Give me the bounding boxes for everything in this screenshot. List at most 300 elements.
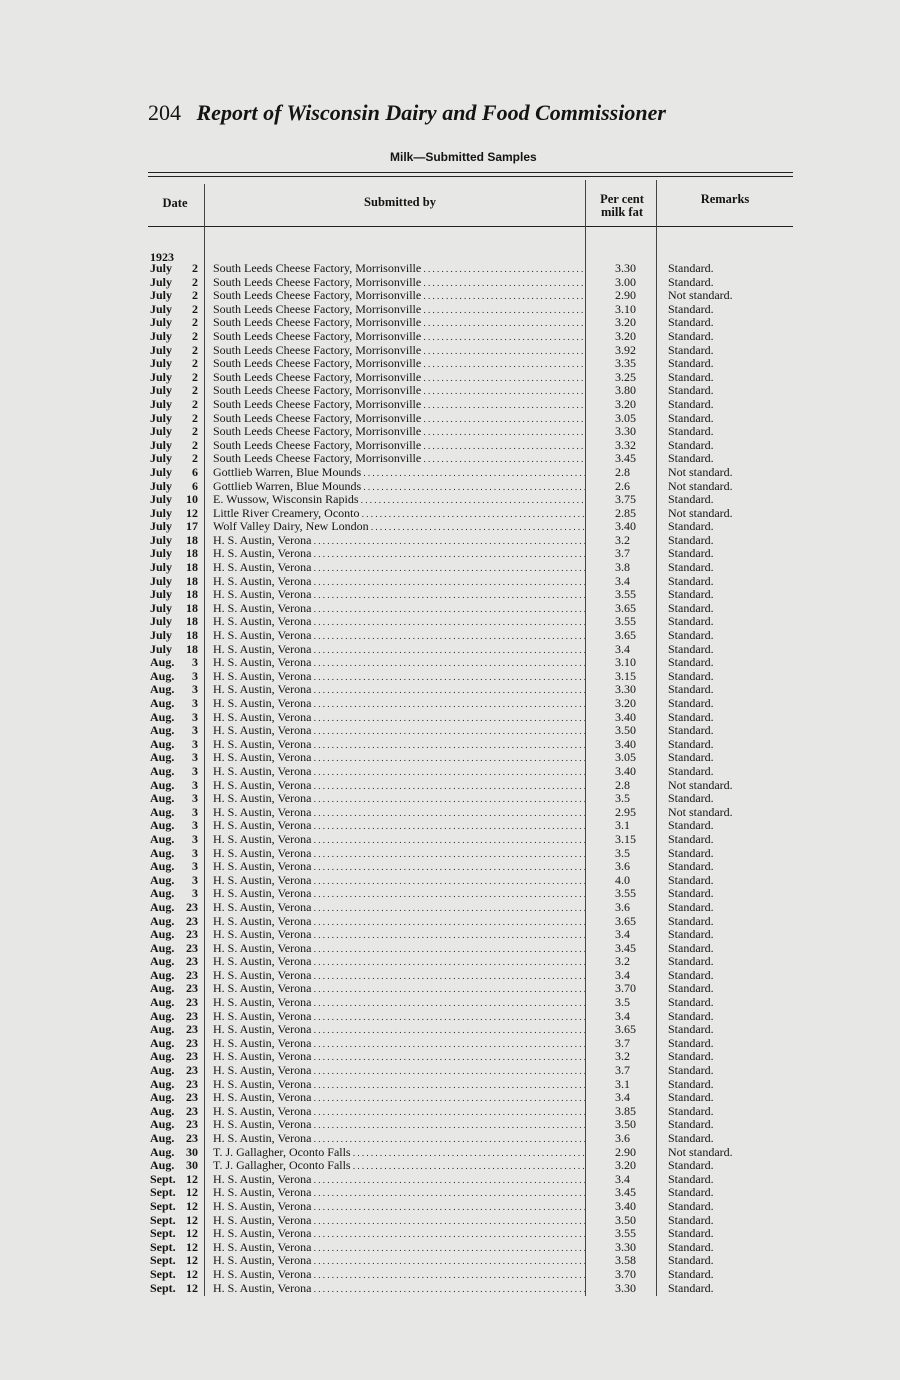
milk-fat-percent: 3.55: [615, 886, 636, 901]
date-month: July: [150, 437, 173, 452]
date-day: 2: [192, 315, 198, 330]
milk-fat-percent: 3.30: [615, 682, 636, 697]
remarks: Standard.: [668, 519, 714, 534]
date-day: 2: [192, 328, 198, 343]
date-day: 2: [192, 424, 198, 439]
submitted-by: H. S. Austin, Verona . . .: [213, 1227, 585, 1242]
remarks: Standard.: [668, 383, 714, 398]
table-row: [0, 439, 900, 453]
remarks: Standard.: [668, 396, 714, 411]
date-month: Aug.: [150, 845, 175, 860]
date-day: 23: [186, 1022, 198, 1037]
date-month: Aug.: [150, 818, 175, 833]
date-month: July: [150, 519, 173, 534]
column-header-date: Date: [162, 196, 188, 210]
milk-fat-percent: 3.65: [615, 600, 636, 615]
submitted-by: H. S. Austin, Verona . . .: [213, 683, 585, 698]
submitted-by: H. S. Austin, Verona . . .: [213, 915, 585, 930]
remarks: Standard.: [668, 791, 714, 806]
submitted-by: H. S. Austin, Verona . . .: [213, 1037, 585, 1052]
submitted-by: South Leeds Cheese Factory, Morrisonville . . .: [213, 303, 585, 318]
table-row: [0, 738, 900, 752]
table-row: [0, 1037, 900, 1051]
table-row: [0, 1241, 900, 1255]
table-row: [0, 344, 900, 358]
remarks: Standard.: [668, 655, 714, 670]
table-row: [0, 398, 900, 412]
date-day: 3: [192, 655, 198, 670]
submitted-by: South Leeds Cheese Factory, Morrisonville . . .: [213, 398, 585, 413]
milk-fat-percent: 3.70: [615, 1266, 636, 1281]
submitted-by: Wolf Valley Dairy, New London . . .: [213, 520, 585, 535]
header-bottom-rule: [148, 226, 793, 227]
milk-fat-percent: 3.7: [615, 1063, 630, 1078]
date-month: July: [150, 274, 173, 289]
table-row: [0, 1282, 900, 1296]
submitted-by: H. S. Austin, Verona . . .: [213, 779, 585, 794]
date-day: 2: [192, 261, 198, 275]
milk-fat-percent: 3.65: [615, 628, 636, 643]
date-month: July: [150, 600, 173, 615]
date-month: Sept.: [150, 1185, 176, 1200]
remarks: Standard.: [668, 709, 714, 724]
remarks: Standard.: [668, 492, 714, 507]
date-month: July: [150, 288, 173, 303]
date-day: 2: [192, 437, 198, 452]
table-row: [0, 1200, 900, 1214]
date-day: 2: [192, 451, 198, 466]
table-row: [0, 520, 900, 534]
milk-fat-percent: 3.20: [615, 315, 636, 330]
milk-fat-percent: 3.6: [615, 1131, 630, 1145]
milk-fat-percent: 3.4: [615, 927, 630, 942]
table-row: [0, 330, 900, 344]
table-row: [0, 507, 900, 521]
table-row: [0, 303, 900, 317]
submitted-by: H. S. Austin, Verona . . .: [213, 643, 585, 658]
date-month: July: [150, 342, 173, 357]
milk-fat-percent: 3.15: [615, 831, 636, 846]
date-month: July: [150, 560, 173, 575]
submitted-by: T. J. Gallagher, Oconto Falls . . .: [213, 1146, 585, 1161]
milk-fat-percent: 3.2: [615, 532, 630, 547]
milk-fat-percent: 3.20: [615, 328, 636, 343]
date-month: Aug.: [150, 1022, 175, 1037]
date-month: July: [150, 315, 173, 330]
submitted-by: H. S. Austin, Verona . . .: [213, 561, 585, 576]
column-header-remarks: Remarks: [700, 192, 750, 206]
date-month: Aug.: [150, 777, 175, 792]
remarks: Standard.: [668, 1171, 714, 1186]
remarks: Not standard.: [668, 777, 733, 792]
date-month: Aug.: [150, 1076, 175, 1091]
remarks: Standard.: [668, 886, 714, 901]
date-month: July: [150, 383, 173, 398]
table-row: [0, 547, 900, 561]
date-day: 23: [186, 1103, 198, 1118]
column-header-milk-fat: Per cent milk fat: [600, 192, 644, 219]
submitted-by: H. S. Austin, Verona . . .: [213, 1050, 585, 1065]
milk-fat-percent: 3.30: [615, 1239, 636, 1254]
submitted-by: H. S. Austin, Verona . . .: [213, 860, 585, 875]
date-day: 23: [186, 1090, 198, 1105]
date-day: 17: [186, 519, 198, 534]
submitted-by: South Leeds Cheese Factory, Morrisonville . . .: [213, 330, 585, 345]
remarks: Standard.: [668, 1076, 714, 1091]
milk-fat-percent: 3.80: [615, 383, 636, 398]
submitted-by: H. S. Austin, Verona . . .: [213, 1105, 585, 1120]
milk-fat-percent: 3.50: [615, 723, 636, 738]
table-row: [0, 1254, 900, 1268]
submitted-by: H. S. Austin, Verona . . .: [213, 874, 585, 889]
date-day: 12: [186, 1198, 198, 1213]
submitted-by: H. S. Austin, Verona . . .: [213, 738, 585, 753]
milk-fat-percent: 3.50: [615, 1117, 636, 1132]
date-month: Sept.: [150, 1212, 176, 1227]
column-header-submitted-by: Submitted by: [364, 195, 436, 209]
remarks: Standard.: [668, 628, 714, 643]
submitted-by: H. S. Austin, Verona . . .: [213, 982, 585, 997]
date-month: Aug.: [150, 1063, 175, 1078]
date-day: 3: [192, 804, 198, 819]
table-row: [0, 289, 900, 303]
table-row: [0, 765, 900, 779]
date-month: Aug.: [150, 1144, 175, 1159]
date-month: July: [150, 356, 173, 371]
date-day: 3: [192, 682, 198, 697]
table-row: [0, 982, 900, 996]
date-day: 3: [192, 859, 198, 874]
table-row: [0, 1105, 900, 1119]
milk-fat-percent: 3.2: [615, 954, 630, 969]
submitted-by: H. S. Austin, Verona . . .: [213, 602, 585, 617]
date-day: 12: [186, 1185, 198, 1200]
remarks: Standard.: [668, 1103, 714, 1118]
date-day: 3: [192, 872, 198, 887]
date-month: Sept.: [150, 1239, 176, 1254]
milk-fat-percent: 3.40: [615, 1198, 636, 1213]
date-month: Aug.: [150, 668, 175, 683]
table-row: [0, 534, 900, 548]
remarks: Standard.: [668, 818, 714, 833]
milk-fat-percent: 3.35: [615, 356, 636, 371]
date-month: Sept.: [150, 1266, 176, 1281]
table-row: [0, 1064, 900, 1078]
date-day: 18: [186, 614, 198, 629]
remarks: Standard.: [668, 560, 714, 575]
table-row: [0, 276, 900, 290]
date-day: 3: [192, 818, 198, 833]
table-row: [0, 860, 900, 874]
remarks: Standard.: [668, 451, 714, 466]
date-month: Aug.: [150, 886, 175, 901]
remarks: Standard.: [668, 1253, 714, 1268]
milk-fat-percent: 3.50: [615, 1212, 636, 1227]
submitted-by: H. S. Austin, Verona . . .: [213, 711, 585, 726]
remarks: Standard.: [668, 1226, 714, 1241]
date-day: 23: [186, 967, 198, 982]
milk-fat-percent: 3.55: [615, 614, 636, 629]
date-month: Sept.: [150, 1226, 176, 1241]
date-month: July: [150, 261, 173, 275]
submitted-by: H. S. Austin, Verona . . .: [213, 697, 585, 712]
remarks: Standard.: [668, 1239, 714, 1254]
remarks: Standard.: [668, 927, 714, 942]
remarks: Standard.: [668, 995, 714, 1010]
date-day: 3: [192, 709, 198, 724]
date-month: Aug.: [150, 981, 175, 996]
date-month: July: [150, 410, 173, 425]
date-month: Aug.: [150, 899, 175, 914]
table-row: [0, 643, 900, 657]
remarks: Standard.: [668, 1131, 714, 1145]
table-row: [0, 1214, 900, 1228]
table-row: [0, 1078, 900, 1092]
milk-fat-percent: 3.20: [615, 1158, 636, 1173]
milk-fat-percent: 3.15: [615, 668, 636, 683]
remarks: Standard.: [668, 410, 714, 425]
table-top-rule: [148, 172, 793, 173]
date-day: 23: [186, 981, 198, 996]
date-day: 3: [192, 777, 198, 792]
submitted-by: H. S. Austin, Verona . . .: [213, 1118, 585, 1133]
remarks: Standard.: [668, 750, 714, 765]
submitted-by: H. S. Austin, Verona . . .: [213, 1186, 585, 1201]
milk-fat-percent: 3.4: [615, 967, 630, 982]
remarks: Standard.: [668, 967, 714, 982]
remarks: Standard.: [668, 614, 714, 629]
table-row: [0, 1010, 900, 1024]
table-row: [0, 262, 900, 276]
remarks: Not standard.: [668, 804, 733, 819]
date-month: Sept.: [150, 1171, 176, 1186]
submitted-by: H. S. Austin, Verona . . .: [213, 765, 585, 780]
date-day: 3: [192, 791, 198, 806]
table-row: [0, 1227, 900, 1241]
submitted-by: H. S. Austin, Verona . . .: [213, 724, 585, 739]
remarks: Standard.: [668, 261, 714, 275]
milk-fat-percent: 3.05: [615, 410, 636, 425]
date-day: 6: [192, 478, 198, 493]
milk-fat-percent: 3.00: [615, 274, 636, 289]
date-month: July: [150, 532, 173, 547]
remarks: Standard.: [668, 1198, 714, 1213]
remarks: Standard.: [668, 356, 714, 371]
remarks: Standard.: [668, 546, 714, 561]
date-month: July: [150, 396, 173, 411]
date-month: Aug.: [150, 1131, 175, 1145]
milk-fat-percent: 3.30: [615, 1280, 636, 1295]
milk-fat-percent: 3.5: [615, 845, 630, 860]
milk-fat-percent: 2.8: [615, 464, 630, 479]
milk-fat-percent: 3.2: [615, 1049, 630, 1064]
date-day: 12: [186, 1212, 198, 1227]
table-row: [0, 602, 900, 616]
table-row: [0, 452, 900, 466]
remarks: Standard.: [668, 1158, 714, 1173]
submitted-by: H. S. Austin, Verona . . .: [213, 1091, 585, 1106]
submitted-by: H. S. Austin, Verona . . .: [213, 969, 585, 984]
date-month: Aug.: [150, 709, 175, 724]
remarks: Standard.: [668, 872, 714, 887]
submitted-by: South Leeds Cheese Factory, Morrisonville . . .: [213, 412, 585, 427]
date-month: Aug.: [150, 1035, 175, 1050]
table-row: [0, 561, 900, 575]
submitted-by: H. S. Austin, Verona . . .: [213, 887, 585, 902]
date-month: Aug.: [150, 750, 175, 765]
submitted-by: South Leeds Cheese Factory, Morrisonville . . .: [213, 316, 585, 331]
date-month: Aug.: [150, 927, 175, 942]
table-row: [0, 466, 900, 480]
table-row: [0, 480, 900, 494]
table-row: [0, 969, 900, 983]
date-day: 3: [192, 845, 198, 860]
table-row: [0, 915, 900, 929]
date-day: 18: [186, 560, 198, 575]
remarks: Standard.: [668, 1090, 714, 1105]
milk-fat-percent: 3.32: [615, 437, 636, 452]
table-row: [0, 751, 900, 765]
remarks: Standard.: [668, 696, 714, 710]
submitted-by: H. S. Austin, Verona . . .: [213, 955, 585, 970]
date-day: 23: [186, 927, 198, 942]
remarks: Not standard.: [668, 1144, 733, 1159]
milk-fat-percent: 3.1: [615, 1076, 630, 1091]
submitted-by: South Leeds Cheese Factory, Morrisonville . . .: [213, 371, 585, 386]
submitted-by: H. S. Austin, Verona . . .: [213, 806, 585, 821]
date-month: July: [150, 587, 173, 602]
date-day: 3: [192, 763, 198, 778]
remarks: Standard.: [668, 573, 714, 588]
date-month: Aug.: [150, 995, 175, 1010]
date-month: July: [150, 478, 173, 493]
milk-fat-percent: 3.05: [615, 750, 636, 765]
date-day: 18: [186, 641, 198, 656]
table-row: [0, 806, 900, 820]
date-month: July: [150, 614, 173, 629]
milk-fat-percent: 3.65: [615, 913, 636, 928]
date-day: 12: [186, 505, 198, 520]
date-month: Aug.: [150, 913, 175, 928]
table-row: [0, 425, 900, 439]
date-month: Aug.: [150, 696, 175, 710]
milk-fat-percent: 3.4: [615, 1171, 630, 1186]
submitted-by: H. S. Austin, Verona . . .: [213, 1282, 585, 1297]
year-label: 1923: [150, 250, 174, 264]
milk-fat-percent: 3.6: [615, 899, 630, 914]
remarks: Standard.: [668, 1008, 714, 1023]
page-header: [148, 100, 748, 126]
submitted-by: H. S. Austin, Verona . . .: [213, 629, 585, 644]
date-day: 2: [192, 410, 198, 425]
date-day: 18: [186, 532, 198, 547]
date-month: Aug.: [150, 1049, 175, 1064]
date-day: 2: [192, 396, 198, 411]
milk-fat-percent: 3.4: [615, 1090, 630, 1105]
date-month: Aug.: [150, 736, 175, 751]
table-row: [0, 412, 900, 426]
milk-fat-percent: 3.10: [615, 655, 636, 670]
remarks: Not standard.: [668, 464, 733, 479]
date-month: Aug.: [150, 1158, 175, 1173]
remarks: Standard.: [668, 1022, 714, 1037]
remarks: Standard.: [668, 532, 714, 547]
table-row: [0, 357, 900, 371]
table-row: [0, 833, 900, 847]
table-row: [0, 697, 900, 711]
submitted-by: South Leeds Cheese Factory, Morrisonville . . .: [213, 384, 585, 399]
date-day: 23: [186, 1049, 198, 1064]
submitted-by: Gottlieb Warren, Blue Mounds . . .: [213, 466, 585, 481]
date-month: Aug.: [150, 954, 175, 969]
date-day: 12: [186, 1280, 198, 1295]
remarks: Standard.: [668, 274, 714, 289]
date-month: July: [150, 492, 173, 507]
date-day: 3: [192, 750, 198, 765]
date-day: 18: [186, 546, 198, 561]
date-month: Aug.: [150, 1103, 175, 1118]
date-month: Aug.: [150, 763, 175, 778]
submitted-by: H. S. Austin, Verona . . .: [213, 1200, 585, 1215]
date-day: 2: [192, 274, 198, 289]
milk-fat-percent: 3.85: [615, 1103, 636, 1118]
milk-fat-percent: 3.45: [615, 451, 636, 466]
date-day: 23: [186, 1131, 198, 1145]
submitted-by: South Leeds Cheese Factory, Morrisonville . . .: [213, 276, 585, 291]
table-row: [0, 656, 900, 670]
date-day: 3: [192, 736, 198, 751]
table-row: [0, 575, 900, 589]
date-day: 3: [192, 886, 198, 901]
date-month: Sept.: [150, 1280, 176, 1295]
date-day: 23: [186, 940, 198, 955]
submitted-by: H. S. Austin, Verona . . .: [213, 942, 585, 957]
date-month: Aug.: [150, 682, 175, 697]
remarks: Standard.: [668, 859, 714, 874]
remarks: Standard.: [668, 1035, 714, 1050]
remarks: Standard.: [668, 301, 714, 316]
remarks: Standard.: [668, 940, 714, 955]
date-month: Aug.: [150, 831, 175, 846]
date-day: 23: [186, 1076, 198, 1091]
date-day: 23: [186, 1035, 198, 1050]
milk-fat-percent: 3.8: [615, 560, 630, 575]
table-row: [0, 670, 900, 684]
submitted-by: H. S. Austin, Verona . . .: [213, 547, 585, 562]
table-row: [0, 1186, 900, 1200]
date-day: 23: [186, 995, 198, 1010]
table-row: [0, 779, 900, 793]
date-month: Aug.: [150, 940, 175, 955]
date-day: 3: [192, 831, 198, 846]
date-month: July: [150, 464, 173, 479]
remarks: Standard.: [668, 954, 714, 969]
date-day: 2: [192, 383, 198, 398]
table-top-rule-2: [148, 176, 793, 177]
page-title: Report of Wisconsin Dairy and Food Commissioner: [196, 100, 666, 125]
date-month: July: [150, 301, 173, 316]
date-month: July: [150, 505, 173, 520]
table-row: [0, 1159, 900, 1173]
remarks: Standard.: [668, 437, 714, 452]
submitted-by: South Leeds Cheese Factory, Morrisonville . . .: [213, 425, 585, 440]
date-month: Sept.: [150, 1198, 176, 1213]
table-title: Milk—Submitted Samples: [390, 150, 537, 164]
submitted-by: H. S. Austin, Verona . . .: [213, 1078, 585, 1093]
milk-fat-percent: 3.20: [615, 696, 636, 710]
remarks: Standard.: [668, 342, 714, 357]
submitted-by: South Leeds Cheese Factory, Morrisonville . . .: [213, 289, 585, 304]
